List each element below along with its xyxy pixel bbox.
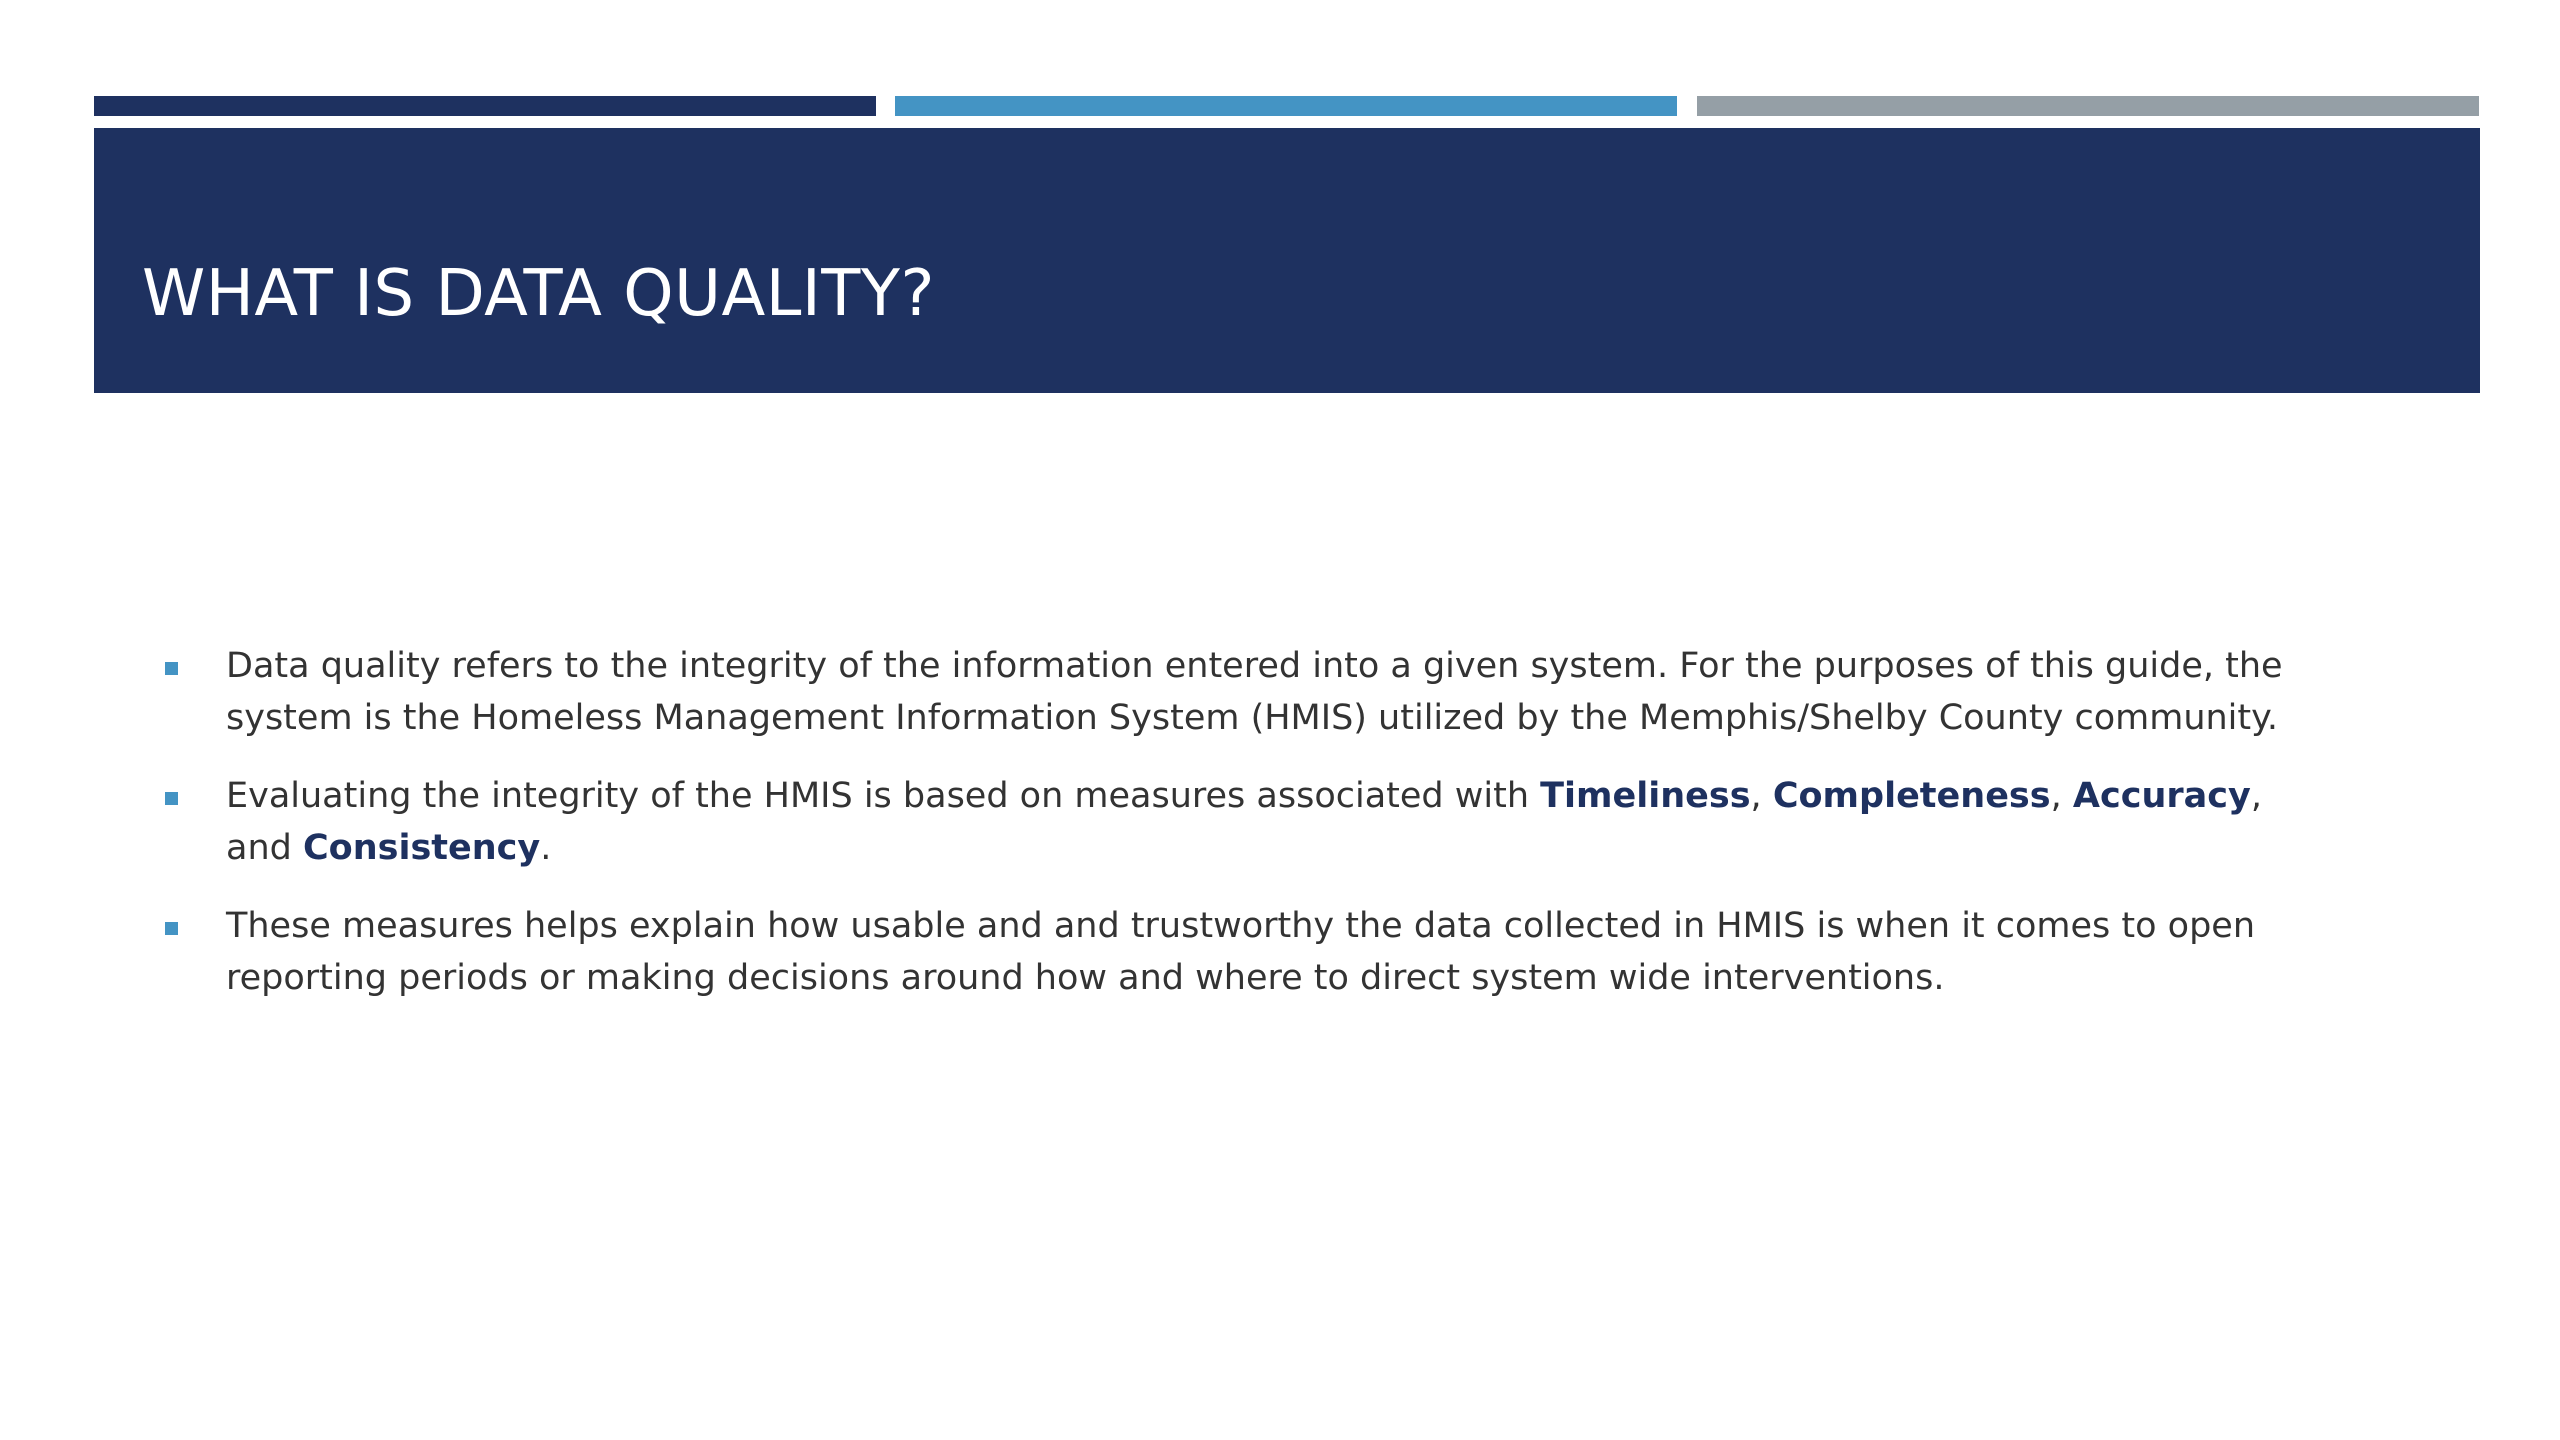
- bullet-item: [160, 640, 2300, 744]
- term-accuracy: Accuracy: [2072, 776, 2251, 816]
- bullet-item: [160, 900, 2300, 1004]
- bullet-text: [226, 770, 2300, 874]
- slide-title: WHAT IS DATA QUALITY?: [142, 257, 935, 331]
- accent-bar-navy: [94, 96, 876, 116]
- accent-bar-blue: [895, 96, 1677, 116]
- term-consistency: Consistency: [302, 828, 541, 868]
- bullet-text: Data quality refers to the integrity of the information entered into a given system. For the purposes of this guide, the system is the Homeless Management Information System (HMIS) utilized by the Memphis/Shelby County community.: [226, 646, 2283, 738]
- bullet-item: [160, 770, 2300, 874]
- term-completeness: Completeness: [1772, 776, 2051, 816]
- bullet-text: These measures helps explain how usable and and trustworthy the data collected in HMIS is when it comes to open reporting periods or making decisions around how and where to direct system wide interventions.: [226, 906, 2256, 998]
- square-bullet-icon: [165, 792, 178, 805]
- separator: ,: [2050, 776, 2073, 816]
- separator: ,: [1750, 776, 1773, 816]
- separator: , and: [226, 776, 2262, 868]
- square-bullet-icon: [165, 662, 178, 675]
- sentence-end: .: [540, 828, 552, 868]
- bullet-list: [160, 640, 2300, 1030]
- accent-bar-gray: [1697, 96, 2479, 116]
- bullet-intro: Evaluating the integrity of the HMIS is based on measures associated with: [226, 776, 1541, 816]
- term-timeliness: Timeliness: [1540, 776, 1751, 816]
- square-bullet-icon: [165, 922, 178, 935]
